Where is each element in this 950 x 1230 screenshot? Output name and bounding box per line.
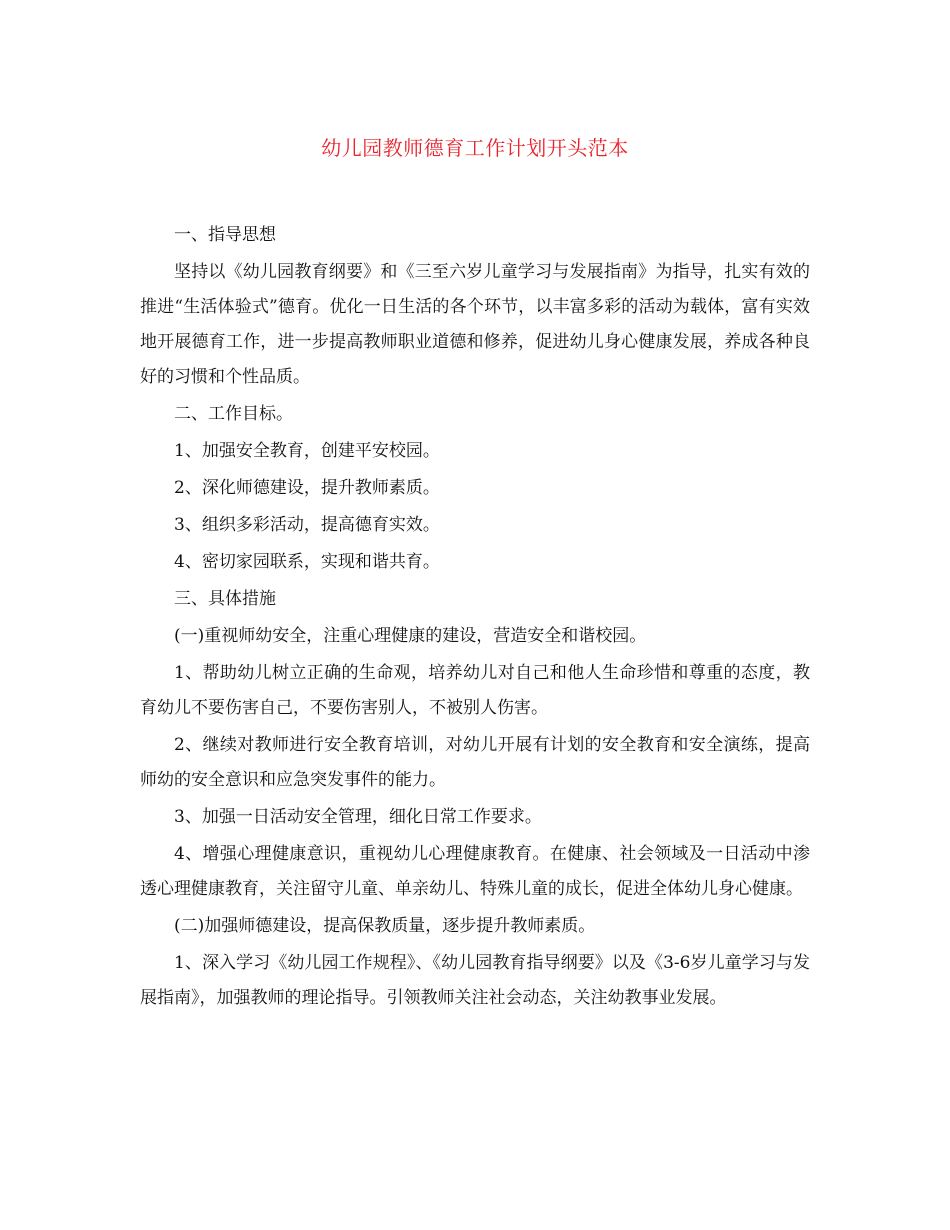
- subsection-heading-2: (二)加强师德建设，提高保教质量，逐步提升教师素质。: [174, 916, 596, 936]
- measure-item-1-4: 4、增强心理健康意识，重视幼儿心理健康教育。在健康、社会领域及一日活动中渗透心理健康教育，关注留守儿童、单亲幼儿、特殊儿童的成长，促进全体幼儿身心健康。: [140, 844, 810, 899]
- measure-item-1-2: 2、继续对教师进行安全教育培训，对幼儿开展有计划的安全教育和安全演练，提高师幼的安全意识和应急突发事件的能力。: [140, 735, 810, 790]
- goal-item-1: 1、加强安全教育，创建平安校园。: [174, 441, 440, 461]
- document-body: [140, 218, 810, 1018]
- section-heading-work-goals: 二、工作目标。: [174, 404, 293, 424]
- page-title: 幼儿园教师德育工作计划开头范本: [321, 136, 629, 160]
- section-heading-guiding-ideology: 一、指导思想: [174, 225, 276, 245]
- measure-item-1-1: 1、帮助幼儿树立正确的生命观，培养幼儿对自己和他人生命珍惜和尊重的态度，教育幼儿不要伤害自己，不要伤害别人，不被别人伤害。: [140, 663, 810, 718]
- goal-item-3: 3、组织多彩活动，提高德育实效。: [174, 515, 440, 535]
- measure-item-1-3: 3、加强一日活动安全管理，细化日常工作要求。: [174, 807, 542, 827]
- measure-item-2-1: 1、深入学习《幼儿园工作规程》、《幼儿园教育指导纲要》以及《3-6岁儿童学习与发展指南》，加强教师的理论指导。引领教师关注社会动态，关注幼教事业发展。: [140, 953, 810, 1008]
- paragraph-guiding-ideology: 坚持以《幼儿园教育纲要》和《三至六岁儿童学习与发展指南》为指导，扎实有效的推进“生活体验式”德育。优化一日生活的各个环节，以丰富多彩的活动为载体，富有实效地开展德育工作，进一步提高教师职业道德和修养，促进幼儿身心健康发展，养成各种良好的习惯和个性品质。: [140, 262, 810, 387]
- section-heading-measures: 三、具体措施: [174, 589, 276, 609]
- goal-item-4: 4、密切家园联系，实现和谐共育。: [174, 552, 440, 572]
- goal-item-2: 2、深化师德建设，提升教师素质。: [174, 478, 440, 498]
- subsection-heading-1: (一)重视师幼安全，注重心理健康的建设，营造安全和谐校园。: [174, 626, 647, 646]
